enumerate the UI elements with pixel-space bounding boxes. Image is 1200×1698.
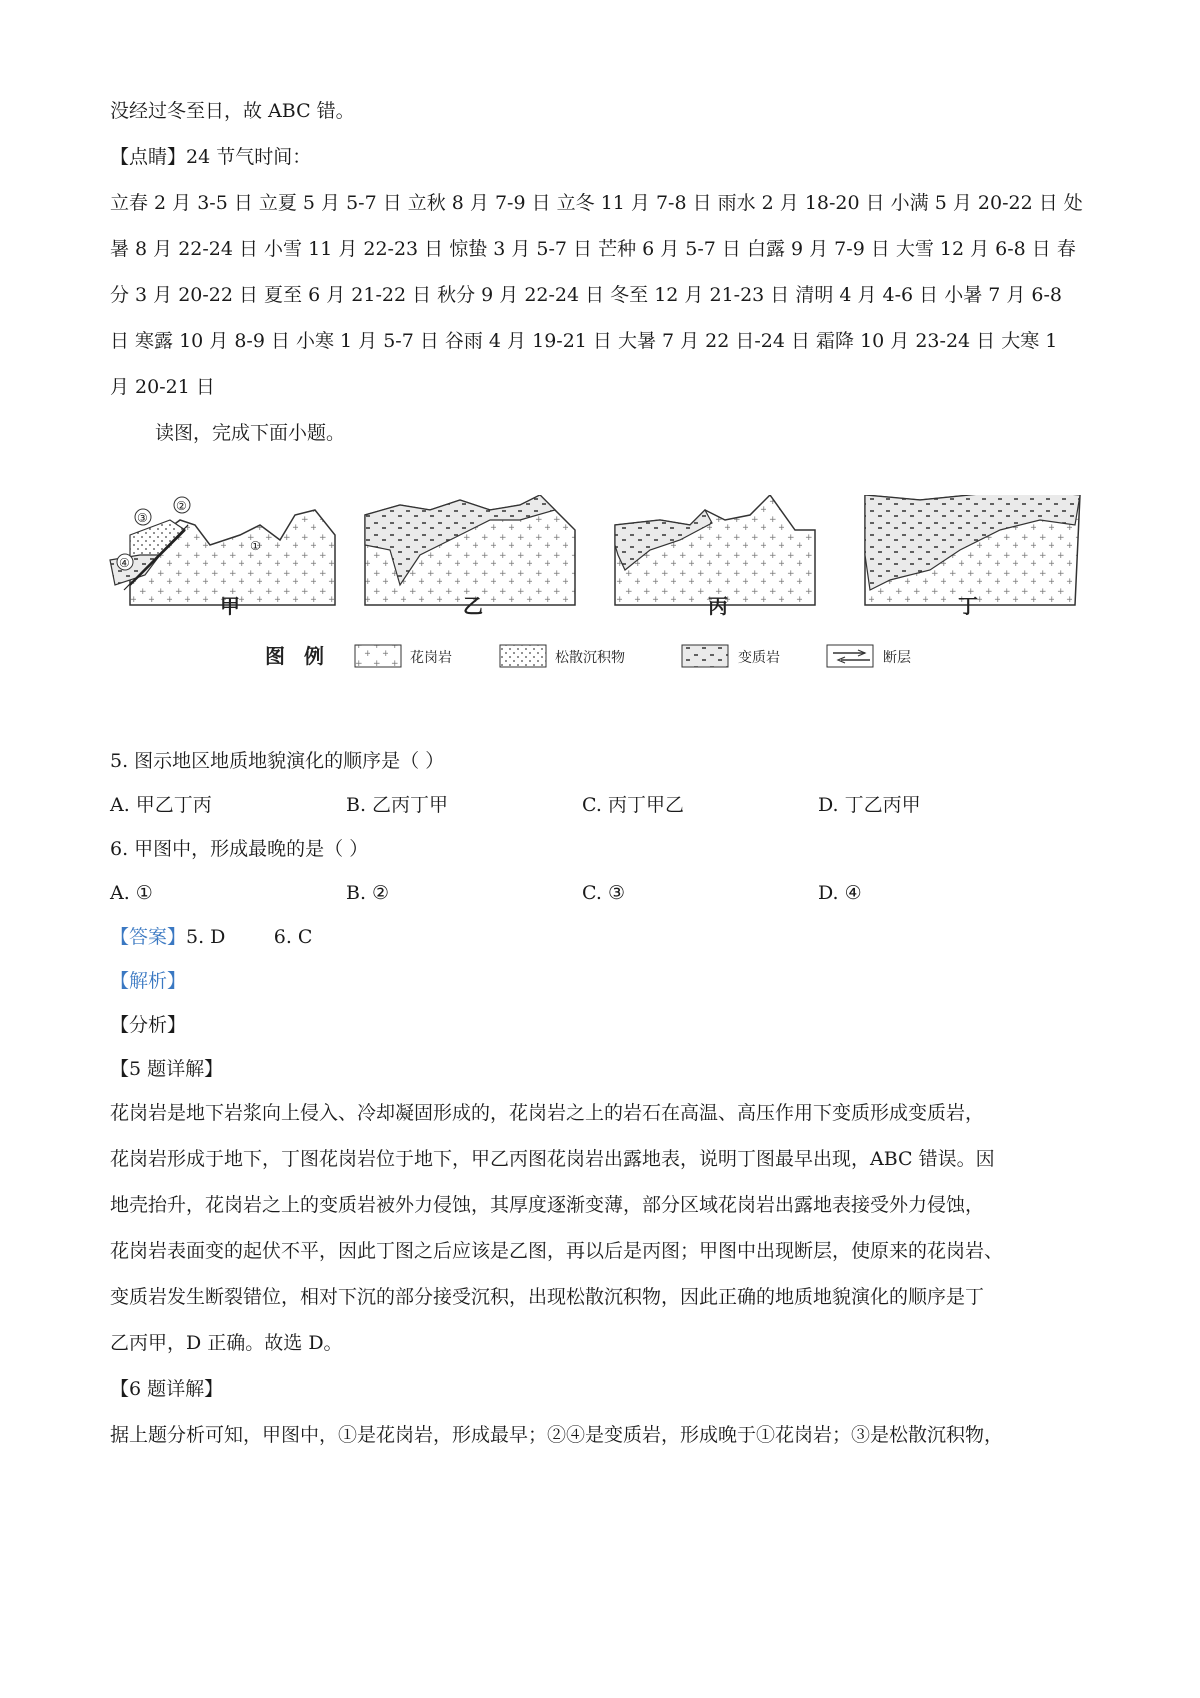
analysis-label: 【解析】 bbox=[110, 970, 187, 992]
q5-detail-line: 变质岩发生断裂错位，相对下沉的部分接受沉积，出现松散沉积物，因此正确的地质地貌演化的顺序是丁 bbox=[110, 1286, 985, 1308]
panel-ding bbox=[865, 495, 1080, 618]
q5-option-b: B. 乙丙丁甲 bbox=[346, 794, 449, 816]
question-6: 6. 甲图中，形成最晚的是（ ） bbox=[110, 838, 369, 860]
q5-option-d: D. 丁乙丙甲 bbox=[818, 794, 921, 816]
answer-row bbox=[110, 924, 312, 950]
legend-title: 图 例 bbox=[265, 644, 330, 668]
panel-label-ding: 丁 bbox=[958, 594, 978, 618]
q5-option-a: A. 甲乙丁丙 bbox=[110, 794, 212, 816]
label-2: ② bbox=[176, 499, 187, 513]
question-5: 5. 图示地区地质地貌演化的顺序是（ ） bbox=[110, 750, 445, 772]
q6-option-c: C. ③ bbox=[582, 882, 625, 904]
panel-bing bbox=[615, 495, 815, 618]
label-3: ③ bbox=[137, 511, 148, 525]
instruction: 读图，完成下面小题。 bbox=[155, 422, 346, 444]
q5-option-c: C. 丙丁甲乙 bbox=[582, 794, 684, 816]
panel-label-bing: 丙 bbox=[708, 594, 728, 618]
q5-detail-line: 花岗岩表面变的起伏不平，因此丁图之后应该是乙图，再以后是丙图；甲图中出现断层，使原来的花岗岩、 bbox=[110, 1240, 1004, 1262]
geology-diagram bbox=[100, 495, 1150, 725]
answer-text: 5. D 6. C bbox=[186, 926, 313, 948]
q6-option-b: B. ② bbox=[346, 882, 390, 904]
legend-metamorphic: 变质岩 bbox=[738, 650, 780, 666]
panel-yi bbox=[365, 495, 575, 618]
fenxi-label: 【分析】 bbox=[110, 1014, 187, 1036]
panel-label-jia: 甲 bbox=[220, 594, 240, 618]
text-line: 分 3 月 20-22 日 夏至 6 月 21-22 日 秋分 9 月 22-24 日 冬至 12 月 21-23 日 清明 4 月 4-6 日 小暑 7 月 6-8 bbox=[110, 284, 1063, 306]
q6-detail-line: 据上题分析可知，甲图中，①是花岗岩，形成最早；②④是变质岩，形成晚于①花岗岩；③是松散沉积物， bbox=[110, 1424, 1004, 1446]
text-line: 没经过冬至日，故 ABC 错。 bbox=[110, 100, 355, 122]
q5-detail-line: 地壳抬升，花岗岩之上的变质岩被外力侵蚀，其厚度逐渐变薄，部分区域花岗岩出露地表接受外力侵蚀， bbox=[110, 1194, 985, 1216]
legend-fault: 断层 bbox=[883, 650, 911, 666]
legend-sediment: 松散沉积物 bbox=[555, 650, 625, 666]
q5-detail-line: 花岗岩是地下岩浆向上侵入、冷却凝固形成的，花岗岩之上的岩石在高温、高压作用下变质形成变质岩， bbox=[110, 1102, 985, 1124]
legend bbox=[265, 644, 911, 668]
answer-label: 【答案】 bbox=[110, 926, 187, 948]
text-line: 暑 8 月 22-24 日 小雪 11 月 22-23 日 惊蛰 3 月 5-7 日 芒种 6 月 5-7 日 白露 9 月 7-9 日 大雪 12 月 6-8 日 春 bbox=[110, 238, 1076, 260]
panel-jia bbox=[110, 497, 335, 618]
q6-detail-label: 【6 题详解】 bbox=[110, 1378, 224, 1400]
label-4: ④ bbox=[119, 556, 130, 570]
legend-granite: 花岗岩 bbox=[410, 650, 452, 666]
text-line: 立春 2 月 3-5 日 立夏 5 月 5-7 日 立秋 8 月 7-9 日 立冬 11 月 7-8 日 雨水 2 月 18-20 日 小满 5 月 20-22 日 处 bbox=[110, 192, 1083, 214]
text-line: 【点睛】24 节气时间： bbox=[110, 146, 312, 168]
label-1: ① bbox=[250, 539, 261, 553]
q5-detail-label: 【5 题详解】 bbox=[110, 1058, 224, 1080]
q6-option-a: A. ① bbox=[110, 882, 153, 904]
q6-option-d: D. ④ bbox=[818, 882, 862, 904]
q5-detail-line: 乙丙甲，D 正确。故选 D。 bbox=[110, 1332, 343, 1354]
text-line: 日 寒露 10 月 8-9 日 小寒 1 月 5-7 日 谷雨 4 月 19-21 日 大暑 7 月 22 日-24 日 霜降 10 月 23-24 日 大寒 1 bbox=[110, 330, 1058, 352]
panel-label-yi: 乙 bbox=[463, 594, 483, 618]
text-line: 月 20-21 日 bbox=[110, 376, 215, 398]
q5-detail-line: 花岗岩形成于地下，丁图花岗岩位于地下，甲乙丙图花岗岩出露地表，说明丁图最早出现，ABC 错误。因 bbox=[110, 1148, 995, 1170]
